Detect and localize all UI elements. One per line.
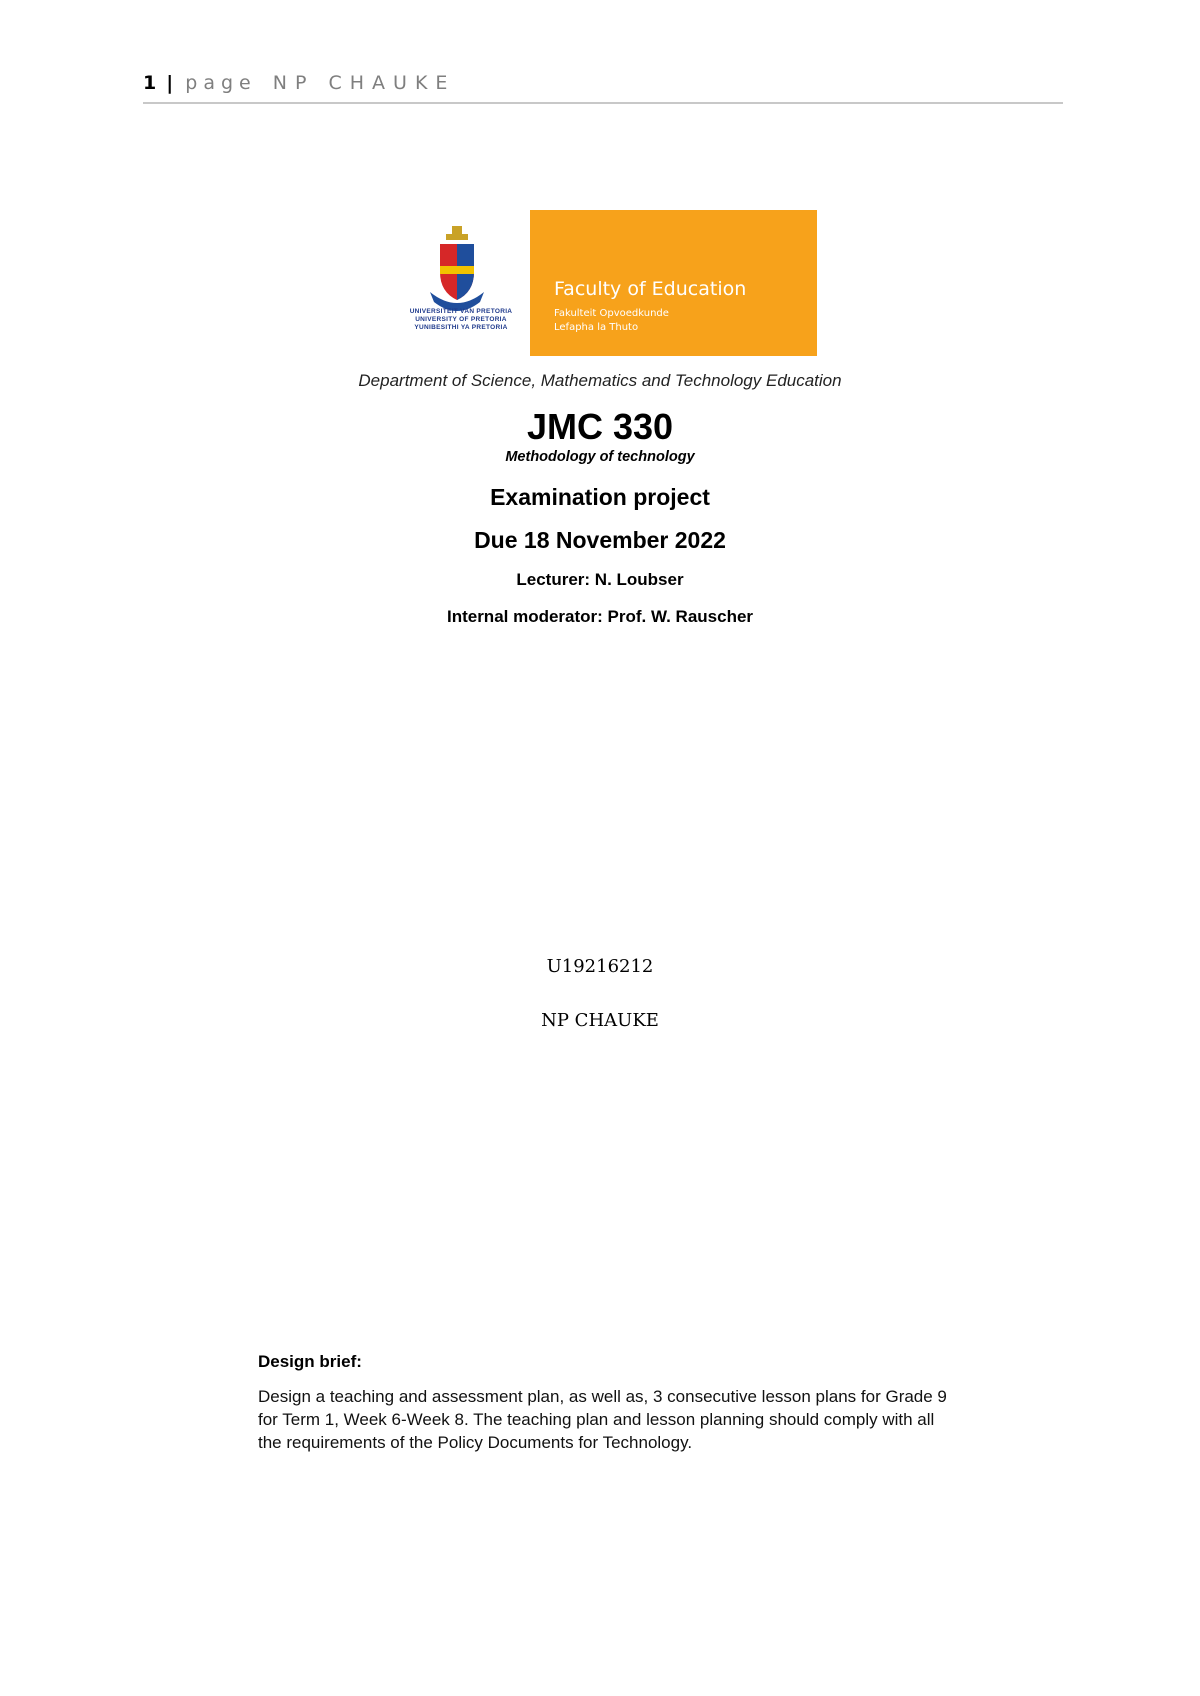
student-number: U19216212 <box>546 956 654 977</box>
design-brief-text: Design a teaching and assessment plan, as well as, 3 consecutive lesson plans for Grade 9 for Term 1, Week 6-Week 8. The teaching plan and lesson planning should comply with all the requirements of the Policy Documents for Technology. <box>258 1387 947 1452</box>
assessment-title: Examination project <box>490 484 710 510</box>
university-line-english: UNIVERSITY OF PRETORIA <box>415 316 507 323</box>
module-name: Methodology of technology <box>505 449 695 465</box>
page-header <box>143 72 1063 104</box>
due-date: Due 18 November 2022 <box>474 527 726 553</box>
university-line-afrikaans: UNIVERSITEIT VAN PRETORIA <box>409 308 513 315</box>
university-logo <box>402 210 822 356</box>
university-line-sepedi: YUNIBESITHI YA PRETORIA <box>414 324 508 331</box>
header-author: NP CHAUKE <box>272 72 456 94</box>
faculty-name-afrikaans: Fakulteit Opvoedkunde <box>554 308 669 319</box>
university-name-lines <box>406 308 516 332</box>
module-code: JMC 330 <box>526 406 674 447</box>
faculty-name-sepedi: Lefapha la Thuto <box>554 322 639 333</box>
header-separator: | <box>166 72 174 94</box>
page-word: page <box>185 72 257 94</box>
department-name: Department of Science, Mathematics and Technology Education <box>358 371 842 390</box>
faculty-banner <box>530 210 817 356</box>
design-brief-heading: Design brief: <box>258 1352 362 1371</box>
student-name: NP CHAUKE <box>541 1010 659 1031</box>
page-number: 1 <box>143 72 159 94</box>
lecturer: Lecturer: N. Loubser <box>516 570 684 589</box>
internal-moderator: Internal moderator: Prof. W. Rauscher <box>446 607 754 626</box>
faculty-name: Faculty of Education <box>554 278 747 300</box>
